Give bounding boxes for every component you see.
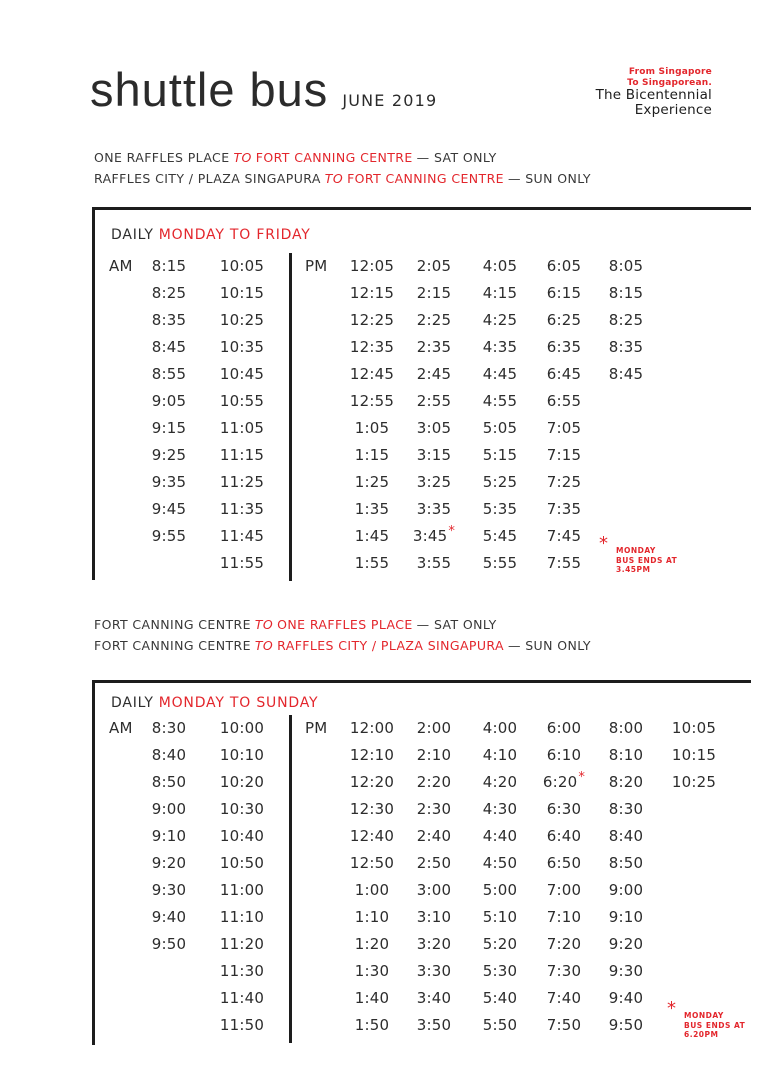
time-cell: 10:20 xyxy=(219,773,265,791)
time-cell xyxy=(401,523,467,550)
time-cell: 1:20 xyxy=(354,935,390,953)
time-cell: 11:15 xyxy=(219,446,265,464)
time-cell: 9:40 xyxy=(151,908,187,926)
time-cell: 7:10 xyxy=(546,908,582,926)
asterisk-marker: * xyxy=(448,524,456,539)
route-origin: RAFFLES CITY / PLAZA SINGAPURA xyxy=(94,171,321,186)
time-cell: 10:55 xyxy=(219,392,265,410)
pm-column-1 xyxy=(337,715,407,1039)
time-cell: 10:05 xyxy=(671,719,717,737)
time-cell: 12:30 xyxy=(349,800,395,818)
route-line xyxy=(94,168,595,189)
time-cell: 6:55 xyxy=(546,392,582,410)
time-cell: 2:10 xyxy=(416,746,452,764)
am-label: AM xyxy=(109,257,133,275)
time-cell: 1:35 xyxy=(354,500,390,518)
route-headings-from-fort-canning xyxy=(94,614,595,656)
time-cell: 9:10 xyxy=(608,908,644,926)
route-days: — SUN ONLY xyxy=(507,171,591,186)
asterisk-icon: * xyxy=(667,998,676,1019)
time-cell: 10:30 xyxy=(219,800,265,818)
asterisk-marker: * xyxy=(578,770,586,785)
time-cell: 3:40 xyxy=(416,989,452,1007)
time-cell: 4:10 xyxy=(482,746,518,764)
time-cell: 3:25 xyxy=(416,473,452,491)
time-cell: 3:30 xyxy=(416,962,452,980)
time-cell: 1:45 xyxy=(354,527,390,545)
text-line: MONDAY xyxy=(616,546,656,555)
note-text xyxy=(684,1011,745,1040)
time-cell: 7:25 xyxy=(546,473,582,491)
time-cell: 11:50 xyxy=(219,1016,265,1034)
time-cell: 8:25 xyxy=(608,311,644,329)
time-cell: 11:05 xyxy=(219,419,265,437)
route-line xyxy=(94,147,595,168)
timetable-monday-to-sunday xyxy=(92,680,751,1045)
time-cell xyxy=(659,931,729,958)
am-column-1 xyxy=(137,715,201,1039)
time-cell: 11:55 xyxy=(219,554,265,572)
time-cell: 7:50 xyxy=(546,1016,582,1034)
time-cell: 9:20 xyxy=(608,935,644,953)
time-cell: 2:00 xyxy=(416,719,452,737)
time-cell: 7:05 xyxy=(546,419,582,437)
text-line: The Bicentennial xyxy=(595,87,712,103)
time-cell: 5:10 xyxy=(482,908,518,926)
time-cell: 10:00 xyxy=(219,719,265,737)
time-cell xyxy=(593,469,659,496)
time-cell: 8:40 xyxy=(151,746,187,764)
time-cell: 8:40 xyxy=(608,827,644,845)
time-cell xyxy=(659,850,729,877)
time-cell: 6:40 xyxy=(546,827,582,845)
time-cell: 7:15 xyxy=(546,446,582,464)
schedule-month: JUNE 2019 xyxy=(342,91,438,110)
text-line: BUS ENDS AT xyxy=(684,1020,746,1030)
time-cell: 4:45 xyxy=(482,365,518,383)
time-cell: 1:40 xyxy=(354,989,390,1007)
time-cell: 12:35 xyxy=(349,338,395,356)
time-cell: 8:45 xyxy=(608,365,644,383)
time-cell: 4:00 xyxy=(482,719,518,737)
pm-column-3 xyxy=(467,715,533,1039)
time-cell: 10:25 xyxy=(219,311,265,329)
time-cell: 6:50 xyxy=(546,854,582,872)
monday-service-note xyxy=(667,998,746,1040)
time-cell: 11:45 xyxy=(219,527,265,545)
time-cell: 4:15 xyxy=(482,284,518,302)
time-cell: 8:35 xyxy=(608,338,644,356)
pm-column-6 xyxy=(659,715,729,1039)
time-cell: 9:30 xyxy=(151,881,187,899)
pm-column-3 xyxy=(467,253,533,577)
time-cell: 12:20 xyxy=(349,773,395,791)
pm-column-5 xyxy=(593,715,659,1039)
time-cell: 7:20 xyxy=(546,935,582,953)
time-cell: 1:15 xyxy=(354,446,390,464)
time-cell: 9:45 xyxy=(151,500,187,518)
time-cell: 6:15 xyxy=(546,284,582,302)
time-cell: 7:55 xyxy=(546,554,582,572)
time-cell: 10:05 xyxy=(219,257,265,275)
time-cell: 11:40 xyxy=(219,989,265,1007)
time-cell: 7:00 xyxy=(546,881,582,899)
time-cell: 5:35 xyxy=(482,500,518,518)
time-cell: 2:05 xyxy=(416,257,452,275)
time-cell xyxy=(593,415,659,442)
time-cell: 5:40 xyxy=(482,989,518,1007)
page-title: shuttle bus xyxy=(90,63,329,116)
pm-label: PM xyxy=(305,257,328,275)
time-cell: 3:20 xyxy=(416,935,452,953)
time-cell xyxy=(137,1012,201,1039)
time-cell: 5:50 xyxy=(482,1016,518,1034)
time-cell: 11:00 xyxy=(219,881,265,899)
route-line xyxy=(94,614,595,635)
time-cell: 8:45 xyxy=(151,338,187,356)
time-cell: 10:15 xyxy=(219,284,265,302)
bicentennial-logo xyxy=(596,67,712,117)
time-cell: 10:40 xyxy=(219,827,265,845)
time-cell: 2:20 xyxy=(416,773,452,791)
time-cell: 10:15 xyxy=(671,746,717,764)
route-to-word: TO xyxy=(233,150,252,165)
text-line: Experience xyxy=(634,101,712,118)
time-cell: 6:05 xyxy=(546,257,582,275)
time-cell: 8:00 xyxy=(608,719,644,737)
pm-label: PM xyxy=(305,719,328,737)
route-to-word: TO xyxy=(254,617,274,632)
route-to-word: TO xyxy=(254,638,274,653)
pm-column-2 xyxy=(401,715,467,1039)
time-cell: 9:00 xyxy=(608,881,644,899)
time-cell xyxy=(593,496,659,523)
text-line: MONDAY xyxy=(684,1011,724,1020)
am-column-2 xyxy=(205,253,279,577)
logo-tagline xyxy=(596,67,712,88)
time-cell: 10:50 xyxy=(219,854,265,872)
time-cell: 6:45 xyxy=(546,365,582,383)
time-cell xyxy=(593,442,659,469)
timetable-title-days: MONDAY TO FRIDAY xyxy=(158,227,311,243)
time-cell: 7:40 xyxy=(546,989,582,1007)
time-cell: 12:40 xyxy=(349,827,395,845)
time-cell: 9:10 xyxy=(151,827,187,845)
route-days: — SUN ONLY xyxy=(507,638,591,653)
time-cell: 8:15 xyxy=(151,257,187,275)
note-text xyxy=(616,546,677,575)
time-cell: 4:35 xyxy=(482,338,518,356)
time-cell: 6:10 xyxy=(546,746,582,764)
pm-column-4 xyxy=(531,253,597,577)
time-cell: 9:50 xyxy=(151,935,187,953)
time-cell: 11:35 xyxy=(219,500,265,518)
time-cell: 5:25 xyxy=(482,473,518,491)
time-cell: 5:55 xyxy=(482,554,518,572)
time-cell: 3:35 xyxy=(416,500,452,518)
route-days: — SAT ONLY xyxy=(416,617,497,632)
time-cell: 12:25 xyxy=(349,311,395,329)
time-cell: 3:10 xyxy=(416,908,452,926)
time-cell: 4:55 xyxy=(482,392,518,410)
pm-column-2 xyxy=(401,253,467,577)
time-cell: 8:50 xyxy=(608,854,644,872)
time-cell: 4:25 xyxy=(482,311,518,329)
timetable-title xyxy=(111,227,316,243)
time-cell: 8:10 xyxy=(608,746,644,764)
time-cell: 8:30 xyxy=(608,800,644,818)
route-origin: ONE RAFFLES PLACE xyxy=(94,150,230,165)
timetable-title-days: MONDAY TO SUNDAY xyxy=(158,695,319,711)
text-line: To Singaporean. xyxy=(627,77,712,88)
am-label: AM xyxy=(109,719,133,737)
time-cell: 3:00 xyxy=(416,881,452,899)
route-days: — SAT ONLY xyxy=(416,150,497,165)
time-cell: 4:40 xyxy=(482,827,518,845)
route-origin: FORT CANNING CENTRE xyxy=(94,638,251,653)
time-cell xyxy=(137,958,201,985)
time-cell: 3:55 xyxy=(416,554,452,572)
time-cell: 9:05 xyxy=(151,392,187,410)
route-destination: FORT CANNING CENTRE xyxy=(255,150,413,165)
time-cell xyxy=(659,904,729,931)
time-cell xyxy=(531,769,597,796)
time-cell: 9:55 xyxy=(151,527,187,545)
time-cell: 6:25 xyxy=(546,311,582,329)
time-cell: 2:45 xyxy=(416,365,452,383)
timetable-monday-to-friday xyxy=(92,207,751,580)
time-cell: 4:30 xyxy=(482,800,518,818)
time-cell: 9:35 xyxy=(151,473,187,491)
route-destination: RAFFLES CITY / PLAZA SINGAPURA xyxy=(277,638,504,653)
time-cell: 7:35 xyxy=(546,500,582,518)
time-cell: 1:05 xyxy=(354,419,390,437)
time-cell: 6:35 xyxy=(546,338,582,356)
am-pm-divider xyxy=(289,253,292,581)
time-cell: 2:55 xyxy=(416,392,452,410)
time-cell: 2:15 xyxy=(416,284,452,302)
time-cell: 12:15 xyxy=(349,284,395,302)
time-cell: 7:30 xyxy=(546,962,582,980)
time-cell xyxy=(137,550,201,577)
time-cell: 9:40 xyxy=(608,989,644,1007)
timetable-title xyxy=(111,695,323,711)
route-line xyxy=(94,635,595,656)
time-cell: 8:30 xyxy=(151,719,187,737)
time-cell: 2:40 xyxy=(416,827,452,845)
time-cell: 12:10 xyxy=(349,746,395,764)
time-cell: 9:50 xyxy=(608,1016,644,1034)
time-cell: 2:50 xyxy=(416,854,452,872)
time-cell: 2:25 xyxy=(416,311,452,329)
time-cell xyxy=(659,823,729,850)
time-cell: 10:35 xyxy=(219,338,265,356)
time-cell: 5:30 xyxy=(482,962,518,980)
route-headings-to-fort-canning xyxy=(94,147,595,189)
time-cell: 9:20 xyxy=(151,854,187,872)
time-cell: 1:25 xyxy=(354,473,390,491)
time-cell xyxy=(137,985,201,1012)
text-line: From Singapore xyxy=(628,67,712,77)
time-cell: 10:45 xyxy=(219,365,265,383)
time-cell: 6:30 xyxy=(546,800,582,818)
time-cell: 2:30 xyxy=(416,800,452,818)
time-cell xyxy=(659,958,729,985)
pm-column-4 xyxy=(531,715,597,1039)
route-destination: FORT CANNING CENTRE xyxy=(347,171,504,186)
time-cell: 9:00 xyxy=(151,800,187,818)
time-cell: 9:30 xyxy=(608,962,644,980)
am-pm-divider xyxy=(289,715,292,1043)
timetable-title-prefix: DAILY xyxy=(111,227,154,243)
time-cell: 11:20 xyxy=(219,935,265,953)
timetable-title-prefix: DAILY xyxy=(111,695,154,711)
time-cell: 5:45 xyxy=(482,527,518,545)
time-cell: 12:55 xyxy=(349,392,395,410)
time-cell: 5:05 xyxy=(482,419,518,437)
pm-column-1 xyxy=(337,253,407,577)
time-cell: 8:55 xyxy=(151,365,187,383)
time-cell: 3:15 xyxy=(416,446,452,464)
time-cell xyxy=(659,877,729,904)
time-cell: 4:50 xyxy=(482,854,518,872)
time-cell: 4:20 xyxy=(482,773,518,791)
time-cell: 4:05 xyxy=(482,257,518,275)
time-cell: 1:00 xyxy=(354,881,390,899)
time-cell: 12:05 xyxy=(349,257,395,275)
time-value: 3:45 xyxy=(412,527,448,545)
route-to-word: TO xyxy=(324,171,344,186)
text-line: BUS ENDS AT xyxy=(616,555,678,565)
time-cell: 8:20 xyxy=(608,773,644,791)
page-header xyxy=(90,64,437,116)
time-cell: 10:10 xyxy=(219,746,265,764)
time-cell: 1:50 xyxy=(354,1016,390,1034)
time-cell: 11:25 xyxy=(219,473,265,491)
time-cell: 3:05 xyxy=(416,419,452,437)
time-cell: 11:30 xyxy=(219,962,265,980)
time-cell: 1:30 xyxy=(354,962,390,980)
time-cell: 8:15 xyxy=(608,284,644,302)
time-cell: 5:15 xyxy=(482,446,518,464)
time-cell: 12:00 xyxy=(349,719,395,737)
am-column-2 xyxy=(205,715,279,1039)
time-cell xyxy=(659,796,729,823)
time-cell: 5:00 xyxy=(482,881,518,899)
time-cell: 10:25 xyxy=(671,773,717,791)
time-value: 6:20 xyxy=(542,773,578,791)
time-cell: 8:25 xyxy=(151,284,187,302)
time-cell: 6:00 xyxy=(546,719,582,737)
time-cell: 3:50 xyxy=(416,1016,452,1034)
time-cell: 9:25 xyxy=(151,446,187,464)
time-cell: 5:20 xyxy=(482,935,518,953)
pm-column-5 xyxy=(593,253,659,577)
text-line: 6.20PM xyxy=(684,1030,719,1039)
monday-service-note xyxy=(599,533,678,575)
route-destination: ONE RAFFLES PLACE xyxy=(277,617,413,632)
time-cell: 1:55 xyxy=(354,554,390,572)
route-origin: FORT CANNING CENTRE xyxy=(94,617,251,632)
time-cell xyxy=(593,388,659,415)
time-cell: 12:45 xyxy=(349,365,395,383)
time-cell: 7:45 xyxy=(546,527,582,545)
text-line: 3.45PM xyxy=(616,565,651,574)
time-cell: 9:15 xyxy=(151,419,187,437)
time-cell: 8:05 xyxy=(608,257,644,275)
time-cell: 2:35 xyxy=(416,338,452,356)
logo-brand-name xyxy=(596,88,712,117)
time-cell: 1:10 xyxy=(354,908,390,926)
time-cell: 8:35 xyxy=(151,311,187,329)
time-cell: 11:10 xyxy=(219,908,265,926)
am-column-1 xyxy=(137,253,201,577)
asterisk-icon: * xyxy=(599,533,608,554)
time-cell: 8:50 xyxy=(151,773,187,791)
time-cell: 12:50 xyxy=(349,854,395,872)
